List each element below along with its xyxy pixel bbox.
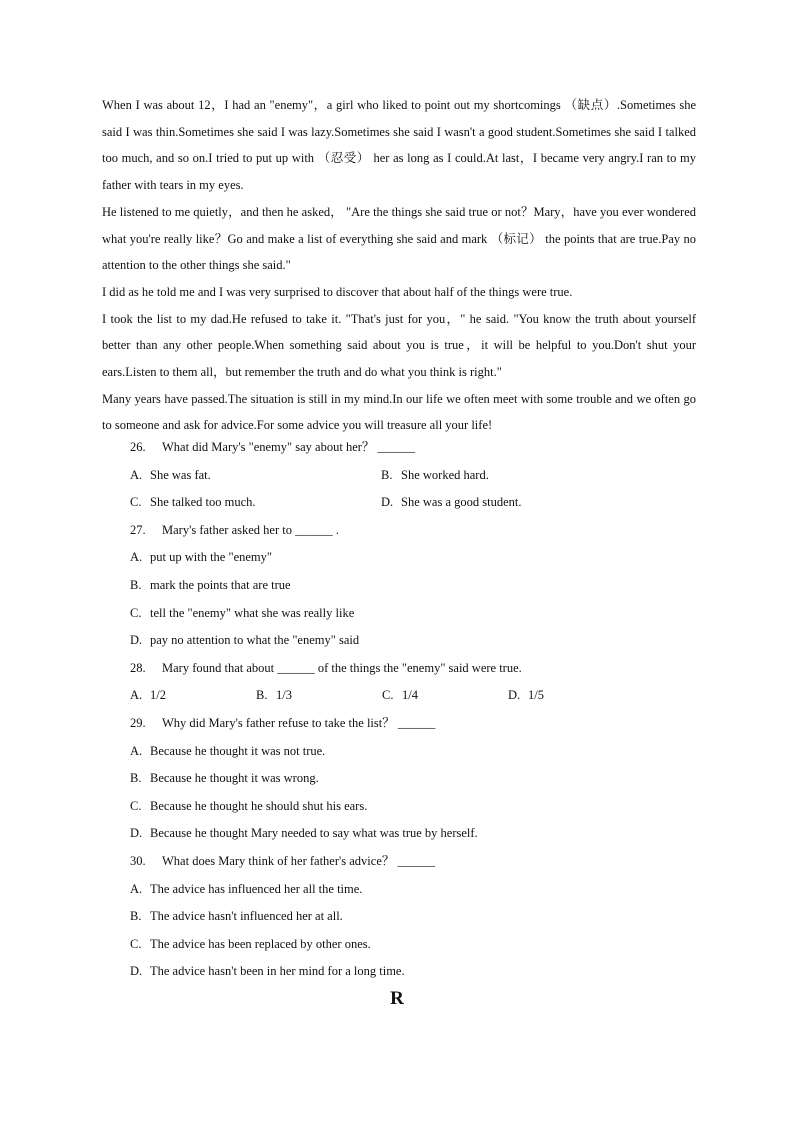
question-27 xyxy=(102,517,702,545)
question-stem: What does Mary think of her father's advice？ ______ xyxy=(162,853,436,868)
question-number: 26. xyxy=(130,440,146,454)
option-b[interactable]: B. mark the points that are true xyxy=(130,577,291,592)
options-row xyxy=(102,489,702,517)
option-c[interactable]: C. She talked too much. xyxy=(130,495,256,510)
option-a[interactable]: A. The advice has influenced her all the time. xyxy=(130,881,363,896)
options-row xyxy=(102,462,702,490)
question-number: 28. xyxy=(130,660,146,675)
option-a[interactable]: A. put up with the "enemy" xyxy=(130,550,272,565)
option-b[interactable]: B. 1/3 xyxy=(256,688,292,703)
question-number: 29. xyxy=(130,715,146,730)
question-stem: Why did Mary's father refuse to take the list？ ______ xyxy=(162,715,436,730)
question-stem: Mary's father asked her to ______ . xyxy=(162,522,339,537)
options-row xyxy=(102,682,702,710)
passage-paragraph-5: Many years have passed.The situation is still in my mind.In our life we often meet with some trouble and we often go to someone and ask for advice.For some advice you will treasure all your life! xyxy=(102,391,696,433)
passage-paragraph-2: He listened to me quietly，and then he asked， "Are the things she said true or not？Mary，have you ever wondered what you're really like？Go and make a list of everything she said and mark （标记） the points that are true.Pay no attention to the other things she said." xyxy=(102,204,696,273)
option-c[interactable]: C. tell the "enemy" what she was really like xyxy=(130,605,355,620)
passage-paragraph-4: I took the list to my dad.He refused to take it. "That's just for you，" he said. "You know the truth about yourself better than any other people.When something said about you is true，it will be helpful to you.Don't shut your ears.Listen to them all，but remember the truth and do what you think is right." xyxy=(102,311,696,380)
question-list xyxy=(102,434,702,986)
passage-paragraph-3: I did as he told me and I was very surprised to discover that about half of the things were true. xyxy=(102,284,573,299)
question-stem: What did Mary's "enemy" say about her？ ______ xyxy=(162,440,416,454)
question-stem: Mary found that about ______ of the things the "enemy" said were true. xyxy=(162,660,522,675)
option-d[interactable]: D. Because he thought Mary needed to say what was true by herself. xyxy=(130,826,478,841)
question-29 xyxy=(102,710,702,738)
section-mark: R xyxy=(390,988,404,1009)
question-number: 27. xyxy=(130,522,146,537)
option-a[interactable]: A. She was fat. xyxy=(130,467,211,482)
question-30 xyxy=(102,848,702,876)
option-d[interactable]: D. pay no attention to what the "enemy" said xyxy=(130,633,360,648)
option-d[interactable]: D. The advice hasn't been in her mind for a long time. xyxy=(130,964,405,979)
option-a[interactable]: A. Because he thought it was not true. xyxy=(130,743,326,758)
question-number: 30. xyxy=(130,853,146,868)
option-b[interactable]: B. She worked hard. xyxy=(381,467,489,482)
option-c[interactable]: C. Because he thought he should shut his ears. xyxy=(130,798,368,813)
option-b[interactable]: B. The advice hasn't influenced her at all. xyxy=(130,909,343,924)
option-c[interactable]: C. 1/4 xyxy=(382,688,418,703)
reading-passage xyxy=(102,92,696,439)
option-c[interactable]: C. The advice has been replaced by other ones. xyxy=(130,936,371,951)
option-d[interactable]: D. She was a good student. xyxy=(381,495,522,510)
question-28 xyxy=(102,655,702,683)
question-26 xyxy=(102,434,702,462)
option-b[interactable]: B. Because he thought it was wrong. xyxy=(130,771,319,786)
option-d[interactable]: D. 1/5 xyxy=(508,688,544,703)
passage-paragraph-1: When I was about 12，I had an "enemy"，a girl who liked to point out my shortcomings （缺点）.Sometimes she said I was thin.Sometimes she said I was lazy.Sometimes she said I wasn't a good student.Sometimes she said I talked too much, and so on.I tried to put up with （忍受） her as long as I could.At last，I became very angry.I ran to my father with tears in my eyes. xyxy=(102,98,696,193)
option-a[interactable]: A. 1/2 xyxy=(130,688,166,703)
